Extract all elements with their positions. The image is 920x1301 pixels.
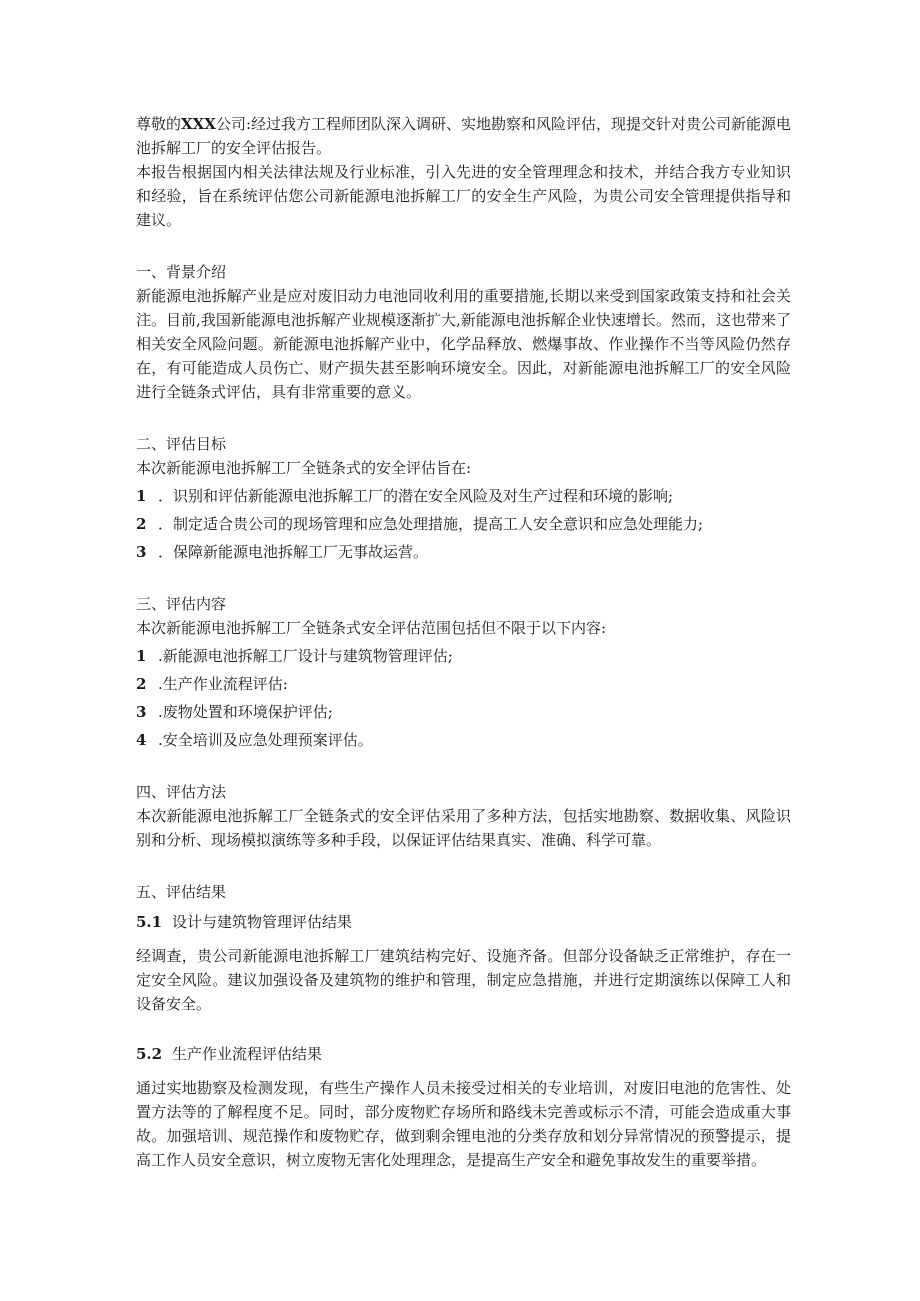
list-text: ．保障新能源电池拆解工厂无事故运营。	[158, 543, 429, 561]
list-number: 3	[136, 543, 147, 561]
greeting-text: 公司:经过我方工程师团队深入调研、实地勘察和风险评估，现提交针对贵公司新能源电池拆解工厂的安全评估报告。	[136, 115, 791, 157]
section-1-title: 一、背景介绍	[136, 263, 227, 281]
section-5-title: 五、评估结果	[136, 883, 227, 901]
list-text: .废物处置和环境保护评估;	[158, 703, 333, 721]
section-4-title: 四、评估方法	[136, 783, 227, 801]
subsection-number: 5.2	[136, 1045, 163, 1063]
list-item	[136, 700, 791, 724]
list-item	[136, 540, 791, 564]
report-page	[136, 112, 791, 1172]
list-text: .生产作业流程评估:	[158, 675, 288, 693]
list-item	[136, 644, 791, 668]
subsection-5-2-body: 通过实地勘察及检测发现，有些生产操作人员未接受过相关的专业培训，对废旧电池的危害性、处置方法等的了解程度不足。同时，部分废物贮存场所和路线未完善或标示不清，可能会造成重大事故。加强培训、规范操作和废物贮存，做到剩余锂电池的分类存放和划分异常情况的预警提示，提高工作人员安全意识，树立废物无害化处理理念，是提高生产安全和避免事故发生的重要举措。	[136, 1079, 791, 1169]
list-item	[136, 672, 791, 696]
subsection-number: 5.1	[136, 913, 163, 931]
list-number: 1	[136, 647, 147, 665]
list-item	[136, 512, 791, 536]
intro-paragraph: 本报告根据国内相关法律法规及行业标准，引入先进的安全管理理念和技术，并结合我方专业知识和经验，旨在系统评估您公司新能源电池拆解工厂的安全生产风险，为贵公司安全管理提供指导和建议。	[136, 163, 791, 229]
section-1-body: 新能源电池拆解产业是应对废旧动力电池同收利用的重要措施,长期以来受到国家政策支持和社会关注。目前,我国新能源电池拆解产业规模逐渐扩大,新能源电池拆解企业快速增长。然而，这也带来了相关安全风险问题。新能源电池拆解产业中，化学品释放、燃爆事故、作业操作不当等风险仍然存在，有可能造成人员伤亡、财产损失甚至影响环境安全。因此，对新能源电池拆解工厂的安全风险进行全链条式评估，具有非常重要的意义。	[136, 287, 791, 401]
list-text: ．制定适合贵公司的现场管理和应急处理措施，提高工人安全意识和应急处理能力;	[158, 515, 704, 533]
greeting-prefix: 尊敬的	[136, 115, 182, 133]
greeting-paragraph	[136, 112, 791, 160]
list-text: .新能源电池拆解工厂设计与建筑物管理评估;	[158, 647, 453, 665]
list-number: 4	[136, 731, 147, 749]
list-text: .安全培训及应急处理预案评估。	[158, 731, 373, 749]
company-name: XXX	[181, 115, 216, 133]
subsection-5-2-heading	[136, 1042, 791, 1066]
subsection-title: 设计与建筑物管理评估结果	[172, 913, 353, 931]
subsection-5-1-heading	[136, 910, 791, 934]
section-3-lead: 本次新能源电池拆解工厂全链条式安全评估范围包括但不限于以下内容:	[136, 619, 607, 637]
section-3-title: 三、评估内容	[136, 595, 227, 613]
section-4-body: 本次新能源电池拆解工厂全链条式的安全评估采用了多种方法，包括实地勘察、数据收集、风险识别和分析、现场模拟演练等多种手段，以保证评估结果真实、准确、科学可靠。	[136, 807, 791, 849]
section-2-lead: 本次新能源电池拆解工厂全链条式的安全评估旨在:	[136, 459, 472, 477]
list-text: ．识别和评估新能源电池拆解工厂的潜在安全风险及对生产过程和环境的影响;	[158, 487, 674, 505]
section-2-title: 二、评估目标	[136, 435, 227, 453]
list-item	[136, 484, 791, 508]
subsection-5-1-body: 经调查，贵公司新能源电池拆解工厂建筑结构完好、设施齐备。但部分设备缺乏正常维护，存在一定安全风险。建议加强设备及建筑物的维护和管理，制定应急措施，并进行定期演练以保障工人和设备安全。	[136, 947, 791, 1013]
list-number: 3	[136, 703, 147, 721]
list-number: 2	[136, 515, 147, 533]
subsection-title: 生产作业流程评估结果	[172, 1045, 323, 1063]
list-item	[136, 728, 791, 752]
list-number: 1	[136, 487, 147, 505]
list-number: 2	[136, 675, 147, 693]
